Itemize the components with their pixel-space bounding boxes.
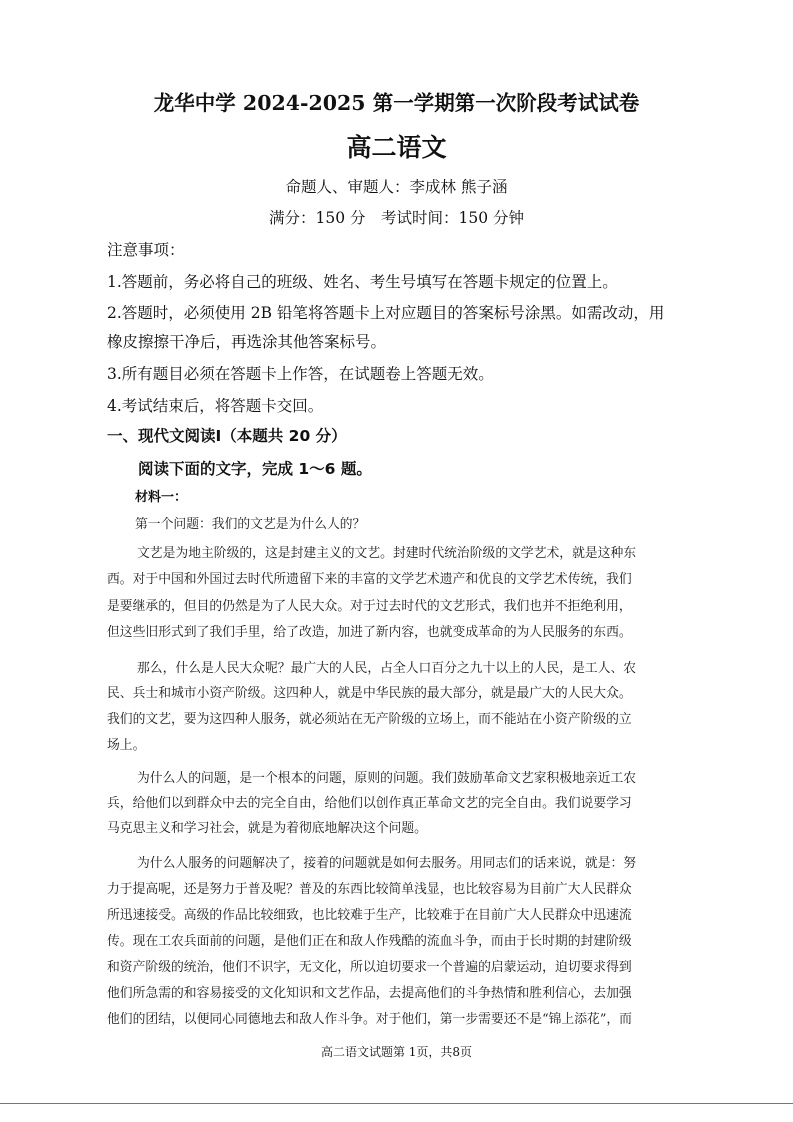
score-time-line: 满分：150 分 考试时间：150 分钟 <box>268 209 525 227</box>
passage-line: 场上。 <box>107 738 146 753</box>
passage-line: 是要继承的，但目的仍然是为了人民大众。对于过去时代的文艺形式，我们也并不拒绝利用， <box>107 599 632 614</box>
passage-line: 马克思主义和学习社会，就是为着彻底地解决这个问题。 <box>107 821 427 836</box>
passage-line: 他们所急需的和容易接受的文化知识和文艺作品，去提高他们的斗争热情和胜利信心，去加强 <box>107 986 632 1001</box>
passage-line: 我们的文艺，要为这四种人服务，就必须站在无产阶级的立场上，而不能站在小资产阶级的立 <box>107 712 632 727</box>
passage-line: 文艺是为地主阶级的，这是封建主义的文艺。封建时代统治阶级的文学艺术，就是这种东 <box>137 546 637 561</box>
notice-line: 3.所有题目必须在答题卡上作答，在试题卷上答题无效。 <box>107 365 494 383</box>
passage-line: 为什么人的问题，是一个根本的问题，原则的问题。我们鼓励革命文艺家积极地亲近工农 <box>137 771 637 786</box>
passage-line: 西。对于中国和外国过去时代所遗留下来的丰富的文学艺术遗产和优良的文学艺术传统，我们 <box>107 572 632 587</box>
passage-line: 传。现在工农兵面前的问题，是他们正在和敌人作残酷的流血斗争，而由于长时期的封建阶级 <box>107 934 632 949</box>
passage-line: 民、兵士和城市小资产阶级。这四种人，就是中华民族的最大部分，就是最广大的人民大众。 <box>107 686 632 701</box>
passage-line: 第一个问题：我们的文艺是为什么人的？ <box>135 517 366 532</box>
notice-line: 4.考试结束后，将答题卡交回。 <box>107 397 324 415</box>
passage-line: 那么，什么是人民大众呢？最广大的人民，占全人口百分之九十以上的人民，是工人、农 <box>137 661 637 676</box>
passage-line: 但这些旧形式到了我们手里，给了改造，加进了新内容，也就变成革命的为人民服务的东西。 <box>107 625 632 640</box>
subject-title: 高二语文 <box>346 133 447 162</box>
notice-line: 橡皮擦擦干净后，再选涂其他答案标号。 <box>107 333 387 351</box>
passage-line: 和资产阶级的统治，他们不识字，无文化，所以迫切要求一个普遍的启蒙运动，迫切要求得到 <box>107 960 632 975</box>
section-heading: 一、现代文阅读Ⅰ（本题共 20 分） <box>107 427 347 445</box>
reading-instruction: 阅读下面的文字，完成 1～6 题。 <box>138 460 372 478</box>
page-footer: 高二语文试题第 1页，共8页 <box>320 1045 473 1059</box>
bottom-divider <box>0 1103 793 1104</box>
passage-line: 力于提高呢，还是努力于普及呢？普及的东西比较简单浅显，也比较容易为目前广大人民群众 <box>107 882 632 897</box>
passage-line: 为什么人服务的问题解决了，接着的问题就是如何去服务。用同志们的话来说，就是：努 <box>137 856 637 871</box>
material-label: 材料一： <box>135 490 188 505</box>
passage-line: 他们的团结，以便同心同德地去和敌人作斗争。对于他们，第一步需要还不是“锦上添花”，而 <box>107 1012 632 1027</box>
authors-line: 命题人、审题人：李成林 熊子涵 <box>285 178 508 196</box>
notice-heading: 注意事项： <box>107 241 185 259</box>
passage-line: 所迅速接受。高级的作品比较细致，也比较难于生产，比较难于在目前广大人民群众中迅速流 <box>107 908 632 923</box>
notice-line: 2.答题时，必须使用 2B 铅笔将答题卡上对应题目的答案标号涂黑。如需改动，用 <box>107 304 665 322</box>
exam-title: 龙华中学 2024-2025 第一学期第一次阶段考试试卷 <box>153 91 640 115</box>
notice-line: 1.答题前，务必将自己的班级、姓名、考生号填写在答题卡规定的位置上。 <box>107 273 618 291</box>
passage-line: 兵，给他们以到群众中去的完全自由，给他们以创作真正革命文艺的完全自由。我们说要学习 <box>107 796 632 811</box>
